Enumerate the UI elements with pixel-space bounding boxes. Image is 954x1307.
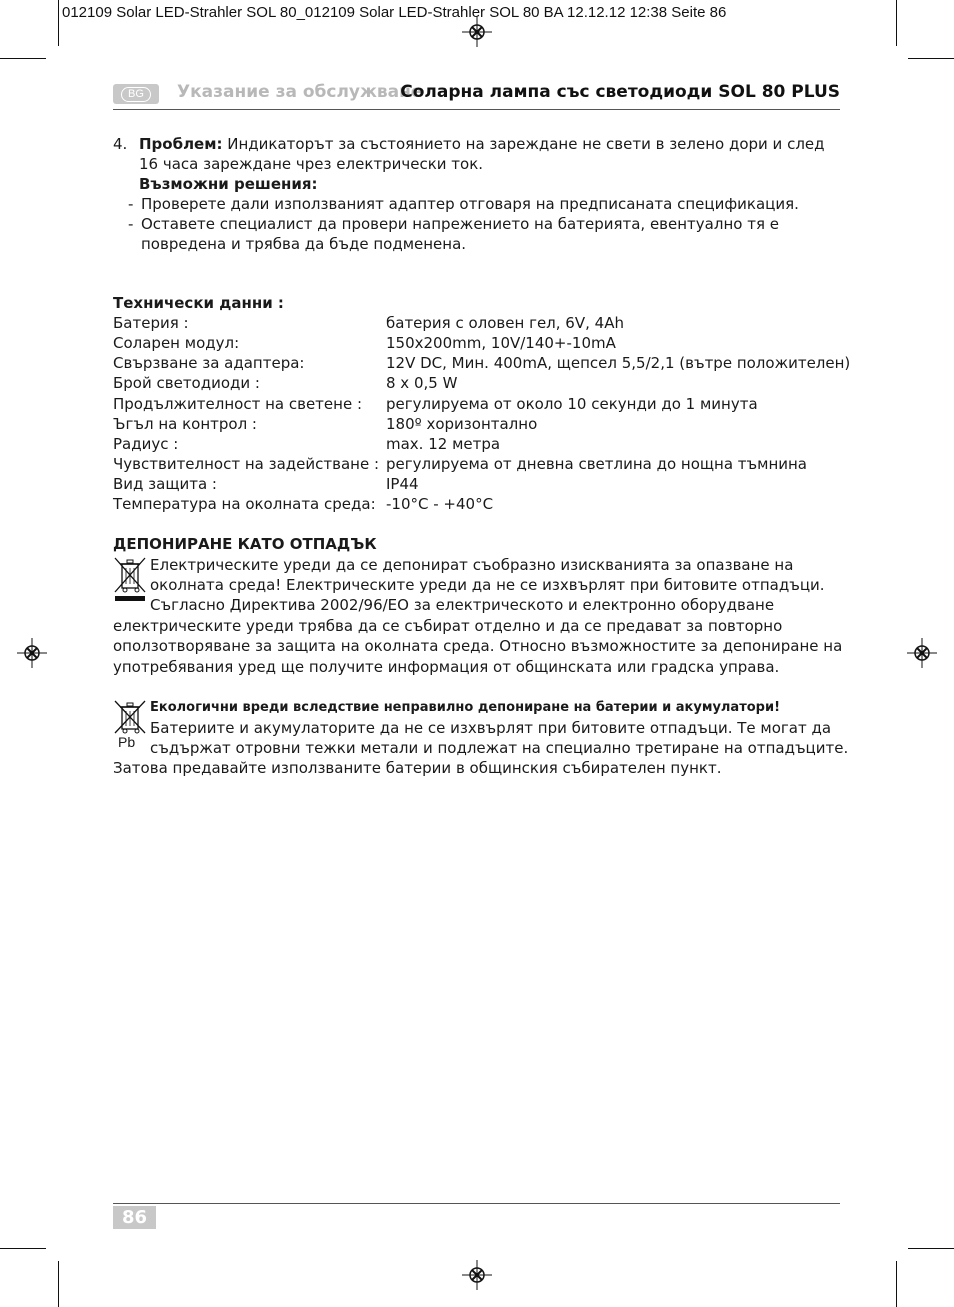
registration-mark-icon [462,1260,492,1290]
disposal-line-6: употребявания уред ще получите информация от общинската или градска управа. [113,658,780,676]
spec-row [113,414,538,434]
footer-divider [113,1203,840,1204]
spec-value: 180º хоризонтално [386,415,538,433]
crop-mark [896,1261,897,1307]
solutions-label: Възможни решения: [139,175,318,193]
spec-row [113,333,616,353]
spec-label: Соларен модул: [113,334,240,352]
disposal-line-4: електрическите уреди трябва да се събират отделно и да се предават за повторно [113,617,783,635]
section-title: Указание за обслужване [177,82,423,102]
problem-text: Индикаторът за състоянието на зареждане не свети в зелено дори и след [227,135,825,153]
spec-row [113,494,494,514]
disposal-title: ДЕПОНИРАНЕ КАТО ОТПАДЪК [113,535,377,553]
solution-2b: повредена и трябва да бъде подменена. [141,235,467,253]
spec-label: Вид защита : [113,475,217,493]
spec-label: Радиус : [113,435,179,453]
spec-label: Батерия : [113,314,189,332]
crossed-battery-bin-icon [113,700,147,736]
disposal-line-1: Електрическите уреди да се депонират съобразно изискванията за опазване на [150,556,794,574]
pb-label: Pb [118,734,136,750]
crop-mark [58,0,59,46]
spec-value: регулируема от около 10 секунди до 1 минута [386,395,758,413]
problem-number: 4. [113,135,128,153]
problem-label: Проблем: [139,135,223,153]
page-number: 86 [113,1206,156,1229]
spec-row [113,353,851,373]
spec-value: батерия с оловен гел, 6V, 4Ah [386,314,624,332]
spec-value: 8 x 0,5 W [386,374,458,392]
battery-line-2: съдържат отровни тежки метали и подлежат на специално третиране на отпадъците. [150,739,849,757]
spec-label: Ъгъл на контрол : [113,415,257,433]
spec-label: Чувствителност на задействане : [113,455,380,473]
crop-mark [908,58,954,59]
registration-mark-icon [17,638,47,668]
spec-label: Свързване за адаптера: [113,354,305,372]
battery-line-1: Батериите и акумулаторите да не се изхвърлят при битовите отпадъци. Те могат да [150,719,832,737]
specs-title: Технически данни : [113,294,284,312]
spec-row [113,474,419,494]
spec-row [113,454,808,474]
disposal-line-5: оползотворяване за защита на околната среда. Относно възможностите за депониране на [113,637,843,655]
spec-value: регулируема от дневна светлина до нощна тъмнина [386,455,808,473]
print-info: 012109 Solar LED-Strahler SOL 80_012109 Solar LED-Strahler SOL 80 BA 12.12.12 12:38 Seite 86 [62,4,727,21]
crop-mark [896,0,897,46]
crop-mark [0,1248,46,1249]
crop-mark [0,58,46,59]
registration-mark-icon [907,638,937,668]
spec-label: Брой светодиоди : [113,374,260,392]
registration-mark-icon [462,17,492,47]
solution-bullet: - [128,195,134,213]
spec-row [113,313,624,333]
crossed-bin-icon [113,556,147,604]
disposal-line-3: Съгласно Директива 2002/96/ЕО за електрическото и електронно оборудване [150,596,775,614]
crop-mark [908,1248,954,1249]
product-title: Соларна лампа със светодиоди SOL 80 PLUS [400,82,840,102]
solution-2a: Оставете специалист да провери напрежението на батерията, евентуално тя е [141,215,779,233]
language-badge [113,84,159,104]
problem-line-2: 16 часа зареждане чрез електрически ток. [139,155,484,173]
spec-row [113,394,758,414]
spec-value: IP44 [386,475,419,493]
crop-mark [58,1261,59,1307]
header-divider [113,109,840,110]
battery-title: Екологични вреди вследствие неправилно депониране на батерии и акумулатори! [150,700,781,715]
spec-value: 12V DC, Мин. 400mA, щепсел 5,5/2,1 (вътре положителен) [386,354,851,372]
spec-value: -10°C - +40°C [386,495,494,513]
solution-bullet: - [128,215,134,233]
spec-row [113,373,458,393]
spec-label: Температура на околната среда: [113,495,376,513]
spec-value: 150x200mm, 10V/140+-10mA [386,334,616,352]
disposal-line-2: околната среда! Електрическите уреди да не се изхвърлят при битовите отпадъци. [150,576,825,594]
spec-label: Продължителност на светене : [113,395,362,413]
battery-line-3: Затова предавайте използваните батерии в общинския събирателен пункт. [113,759,722,777]
spec-value: max. 12 метра [386,435,501,453]
solution-1: Проверете дали използваният адаптер отговаря на предписаната спецификация. [141,195,799,213]
language-badge-label: BG [121,87,151,102]
problem-line-1 [139,134,825,154]
spec-row [113,434,501,454]
